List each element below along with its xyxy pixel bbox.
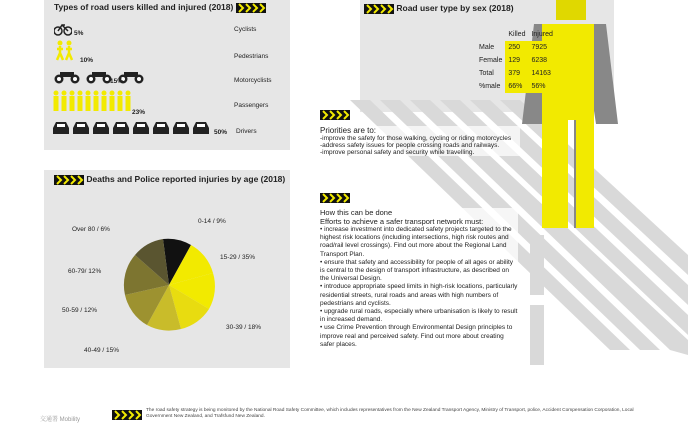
table-row: %male 66% 56% [476, 80, 556, 93]
age-panel [44, 170, 290, 368]
how-heading: How this can be done [320, 208, 393, 217]
age-label-15-29: 15-29 / 35% [220, 254, 256, 261]
cyclist-icon [54, 22, 72, 36]
age-label-60-79: 60-79/ 12% [68, 268, 102, 275]
killed-header: Killed [508, 31, 526, 38]
sex-title: Road user type by sex (2018) [364, 3, 514, 14]
table-row: Male 250 7925 [476, 41, 556, 54]
cyclists-label: Cyclists [234, 26, 257, 33]
priorities-item: -address safety issues for people crossing roads and railways. [320, 142, 500, 149]
how-item: • increase investment into dedicated safety projects targeted to the highest risk locations (including intersections, high risk routes and road/rail level crossings). Find out more about the Regional Land Transport Plan. [320, 226, 512, 258]
drivers-percent: 50% [214, 129, 228, 136]
drivers-label: Drivers [236, 128, 257, 135]
age-radial-chart [114, 230, 224, 340]
priorities-heading: Priorities are to: [320, 126, 377, 135]
how-item: • upgrade rural roads, especially where urbanisation is likely to result in increased demand. [320, 308, 518, 324]
age-title: Deaths and Police reported injuries by age (2018) [54, 174, 285, 185]
road-users-title: Types of road users killed and injured (2018) [54, 2, 266, 13]
chevron-arrows-icon [54, 175, 84, 185]
sex-table [476, 28, 556, 93]
chevron-arrows-icon [320, 193, 350, 203]
chevron-arrows-icon [364, 4, 394, 14]
pedestrian-icon [54, 40, 76, 62]
how-item: • use Crime Prevention through Environmental Design principles to improve real and perceived safety. Find out more about creating safer places. [320, 324, 513, 348]
footer-text: The road safety strategy is being monitored by the National Road Safety Committee, which includes representatives from the New Zealand Transport Agency, Ministry of Transport, police, Accident Compensation Corporation, Local Government New Zealand, and Trafsfund New Zealand. [146, 408, 634, 419]
age-label-50-59: 50-59 / 12% [62, 307, 98, 314]
pedestrians-label: Pedestrians [234, 53, 269, 60]
injured-header: Injured [531, 31, 553, 38]
passengers-percent: 23% [132, 109, 146, 116]
age-label-0-14: 0-14 / 9% [198, 218, 226, 225]
table-row: Total 379 14163 [476, 67, 556, 80]
cyclists-percent: 5% [74, 30, 84, 37]
how-intro: Efforts to achieve a safer transport network must: [320, 217, 484, 226]
age-label-30-39: 30-39 / 18% [226, 324, 262, 331]
how-item: • introduce appropriate speed limits in high-risk locations, particularly residential streets, rural roads and areas with high numbers of pedestrians and cyclists. [320, 283, 518, 307]
chevron-arrows-icon [112, 410, 142, 420]
how-item: • ensure that safety and accessibility for people of all ages or ability is central to the design of transport infrastructure, as described on the Universal Design. [320, 258, 514, 283]
priorities-section [320, 126, 520, 156]
motorcycle-icon [54, 68, 150, 84]
table-row: Female 129 6238 [476, 54, 556, 67]
passengers-label: Passengers [234, 102, 269, 109]
priorities-item: -improve personal safety and security while travelling. [320, 149, 475, 156]
chevron-arrows-icon [236, 3, 266, 13]
age-label-over80: Over 80 / 6% [72, 226, 110, 233]
car-icon [52, 120, 214, 136]
road-users-panel [44, 0, 290, 150]
motorcyclists-label: Motorcyclists [234, 77, 272, 84]
age-label-40-49: 40-49 / 15% [84, 347, 120, 354]
motorcyclists-percent: 15% [110, 78, 124, 85]
passenger-icon [52, 90, 134, 112]
chevron-arrows-icon [320, 110, 350, 120]
priorities-item: -improve the safety for those walking, cycling or riding motorcycles [320, 135, 512, 142]
how-section [320, 208, 518, 349]
footer-logo: 交通署 Mobility [40, 417, 81, 423]
pedestrians-percent: 10% [80, 57, 94, 64]
